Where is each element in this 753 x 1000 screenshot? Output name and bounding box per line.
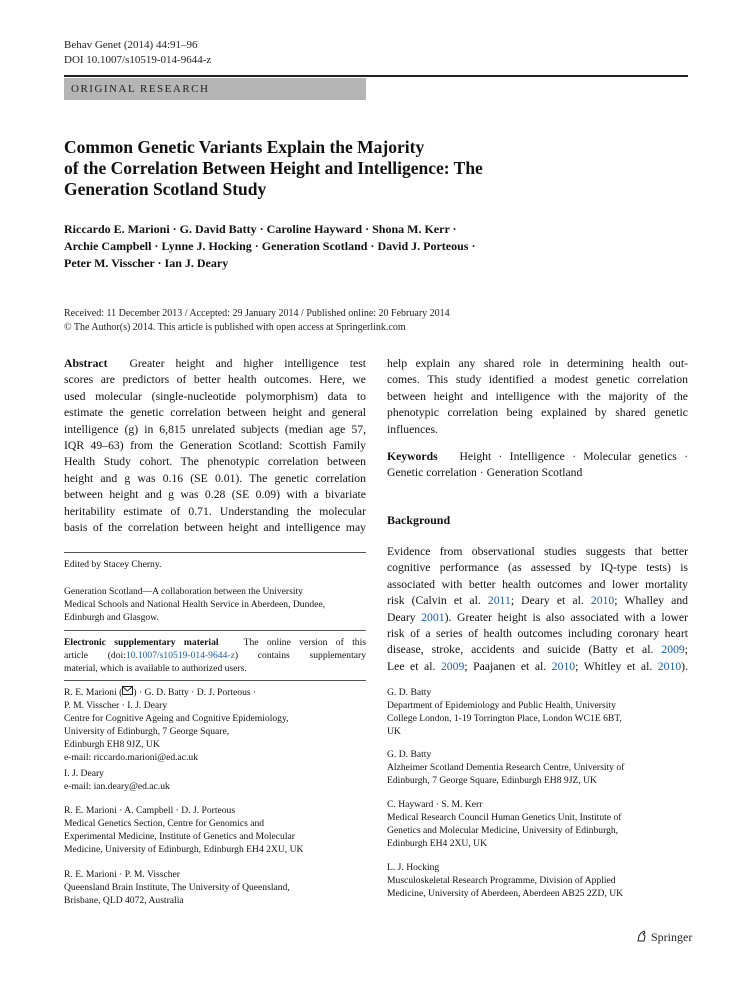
affiliation-names: R. E. Marioni · A. Campbell · D. J. Porteous <box>64 805 236 816</box>
keywords-line: Genetic correlation · Generation Scotland <box>387 466 583 480</box>
abstract-line: Health Study cohort. The phenotypic correlation between <box>64 455 366 469</box>
footnote-rule <box>64 680 366 681</box>
publisher-name: Springer <box>651 930 693 944</box>
affiliation-names: G. D. Batty <box>387 749 432 760</box>
publication-dates <box>64 307 684 335</box>
abstract-line: scores are predictors of better health outcomes. Here, we <box>64 373 366 387</box>
footnote-rule <box>64 552 366 553</box>
abstract-line: used molecular (single-nucleotide polymorphism) data to <box>64 389 366 403</box>
email[interactable]: e-mail: ian.deary@ed.ac.uk <box>64 781 170 792</box>
affiliation-block: L. J. Hocking Musculoskeletal Research Programme, Division of Applied Medicine, University of Aberdeen, Aberdeen AB25 2ZD, UK <box>387 861 687 900</box>
citation-link[interactable]: 2011 <box>487 594 511 608</box>
affiliation-names: R. E. Marioni ( ) · G. D. Batty · D. J. Porteous · <box>64 687 257 698</box>
author-list <box>64 221 674 272</box>
abstract-line: between height and intelligence with the majority of the <box>387 389 688 403</box>
license-line: © The Author(s) 2014. This article is published with open access at Springerlink.com <box>64 322 406 333</box>
doi-link[interactable]: 10.1007/s10519-014-9644-z <box>125 650 235 661</box>
abstract-line: Abstract Greater height and higher intelligence test <box>64 357 366 370</box>
citation-link[interactable]: 2009 <box>440 659 465 673</box>
affiliation-block: G. D. Batty Alzheimer Scotland Dementia Research Centre, University of Edinburgh, 7 George Square, Edinburgh EH8 9JZ, UK <box>387 748 687 787</box>
generation-scotland-note: Generation Scotland—A collaboration between the University Medical Schools and National Health Service in Aberdeen, Dundee, Edinburgh and Glasgow. <box>64 586 326 623</box>
section-heading-background: Background <box>387 513 451 527</box>
abstract-line: height and g was 0.16 (SE 0.01). The genetic correlation <box>64 471 366 485</box>
affiliation-names: L. J. Hocking <box>387 862 440 873</box>
abstract-line: influences. <box>387 422 438 436</box>
citation-link[interactable]: 2010 <box>551 659 576 673</box>
abstract-continued <box>387 356 688 438</box>
body-line: Lee et al. 2009; Paajanen et al. 2010; Whitley et al. 2010). <box>387 659 688 673</box>
affiliation-block: R. E. Marioni · A. Campbell · D. J. Porteous Medical Genetics Section, Centre for Genomics and Experimental Medicine, Institute of Genetics and Molecular Medicine, University of Edinburgh, Edinburgh EH4 2XU, UK <box>64 804 364 856</box>
body-line: disease, stroke, accidents and suicide (Batty et al. 2009; <box>387 643 688 657</box>
article-title <box>64 137 624 200</box>
body-line: Evidence from observational studies suggests that better <box>387 545 688 558</box>
body-line: Deary 2001). Greater height is also associated with a lower <box>387 610 688 624</box>
header-rule <box>64 75 688 77</box>
affiliation-block: R. E. Marioni ( ) · G. D. Batty · D. J. Porteous · P. M. Visscher · I. J. Deary Centre for Cognitive Ageing and Cognitive Epidemiology, University of Edinburgh, 7 George Square, Edinburgh EH8 9JZ, UK e-mail: riccardo.marioni@ed.ac.uk <box>64 686 364 764</box>
email[interactable]: e-mail: riccardo.marioni@ed.ac.uk <box>64 752 199 763</box>
footnote-rule <box>64 630 366 631</box>
abstract-line: comes. This study identified a modest genetic correlation <box>387 373 688 387</box>
history-dates: Received: 11 December 2013 / Accepted: 29 January 2014 / Published online: 20 February 2014 <box>64 308 450 319</box>
citation-link[interactable]: 2009 <box>661 643 685 657</box>
abstract-line: help explain any shared role in determining health out- <box>387 357 688 370</box>
affiliation-names: R. E. Marioni · P. M. Visscher <box>64 869 180 880</box>
author-line: Archie Campbell · Lynne J. Hocking · Generation Scotland · David J. Porteous · <box>64 239 476 253</box>
abstract-line: heritability estimate of 0.71. Understanding the molecular <box>64 504 366 518</box>
abstract-line: IQR 49–63) from the Generation Scotland: Scottish Family <box>64 439 366 453</box>
affiliation-names: C. Hayward · S. M. Kerr <box>387 799 483 810</box>
affiliation-block <box>64 767 364 793</box>
abstract-line: between height and g was 0.28 (SE 0.09) with a bivariate <box>64 488 366 502</box>
keywords <box>387 449 688 482</box>
article-type-label: ORIGINAL RESEARCH <box>71 83 210 95</box>
body-line: cognitive performance (as assessed by IQ-type tests) is <box>387 561 688 575</box>
keywords-label: Keywords <box>387 450 438 463</box>
abstract-label: Abstract <box>64 357 108 370</box>
body-line: risk of a series of health outcomes including coronary heart <box>387 627 688 641</box>
author-line: Peter M. Visscher · Ian J. Deary <box>64 256 229 270</box>
abstract <box>64 356 366 536</box>
affiliation-names: I. J. Deary <box>64 768 104 779</box>
editor-note: Edited by Stacey Cherny. <box>64 559 162 570</box>
affiliation-names: P. M. Visscher · I. J. Deary <box>64 700 168 711</box>
doi: DOI 10.1007/s10519-014-9644-z <box>64 54 212 66</box>
esm-label: Electronic supplementary material <box>64 637 219 648</box>
citation-link[interactable]: 2001 <box>421 610 445 624</box>
abstract-line: basis of the correlation between height and intelligence may <box>64 521 366 535</box>
citation-link[interactable]: 2010 <box>657 659 682 673</box>
publisher-logo <box>636 930 692 945</box>
affiliation-block: G. D. Batty Department of Epidemiology and Public Health, University College London, 1-19 Torrington Place, London WC1E 6BT, UK <box>387 686 687 738</box>
springer-horse-icon <box>636 930 648 942</box>
background-text <box>387 544 688 675</box>
keywords-line: Keywords Height · Intelligence · Molecular genetics · <box>387 450 689 463</box>
article-type-banner <box>64 78 366 100</box>
title-line: of the Correlation Between Height and Intelligence: The <box>64 158 483 178</box>
affiliation-block: C. Hayward · S. M. Kerr Medical Research Council Human Genetics Unit, Institute of Genetics and Molecular Medicine, University of Edinburgh, Edinburgh EH4 2XU, UK <box>387 798 687 850</box>
title-line: Common Genetic Variants Explain the Majority <box>64 137 425 157</box>
abstract-line: estimate the genetic correlation between height and general <box>64 406 366 420</box>
affiliation-names: G. D. Batty <box>387 687 432 698</box>
envelope-icon <box>122 686 133 695</box>
body-line: risk (Calvin et al. 2011; Deary et al. 2010; Whalley and <box>387 594 689 608</box>
author-line: Riccardo E. Marioni · G. David Batty · Caroline Hayward · Shona M. Kerr · <box>64 222 457 236</box>
abstract-line: intelligence (g) in 6,815 unrelated subjects (median age 57, <box>64 422 366 436</box>
abstract-line: phenotypic correlation being explained by shared genetic <box>387 406 688 420</box>
supplementary-material-note: Electronic supplementary material The online version of this article (doi:10.1007/s10519-014-9644-z) contains supplementary material, which is available to authorized users. <box>64 637 366 674</box>
citation-link[interactable]: 2010 <box>590 594 615 608</box>
journal-header <box>64 38 211 68</box>
affiliation-block: R. E. Marioni · P. M. Visscher Queensland Brain Institute, The University of Queensland, Brisbane, QLD 4072, Australia <box>64 868 364 907</box>
journal-citation: Behav Genet (2014) 44:91–96 <box>64 39 198 51</box>
body-line: associated with better health outcomes and lower mortality <box>387 577 688 591</box>
title-line: Generation Scotland Study <box>64 179 267 199</box>
